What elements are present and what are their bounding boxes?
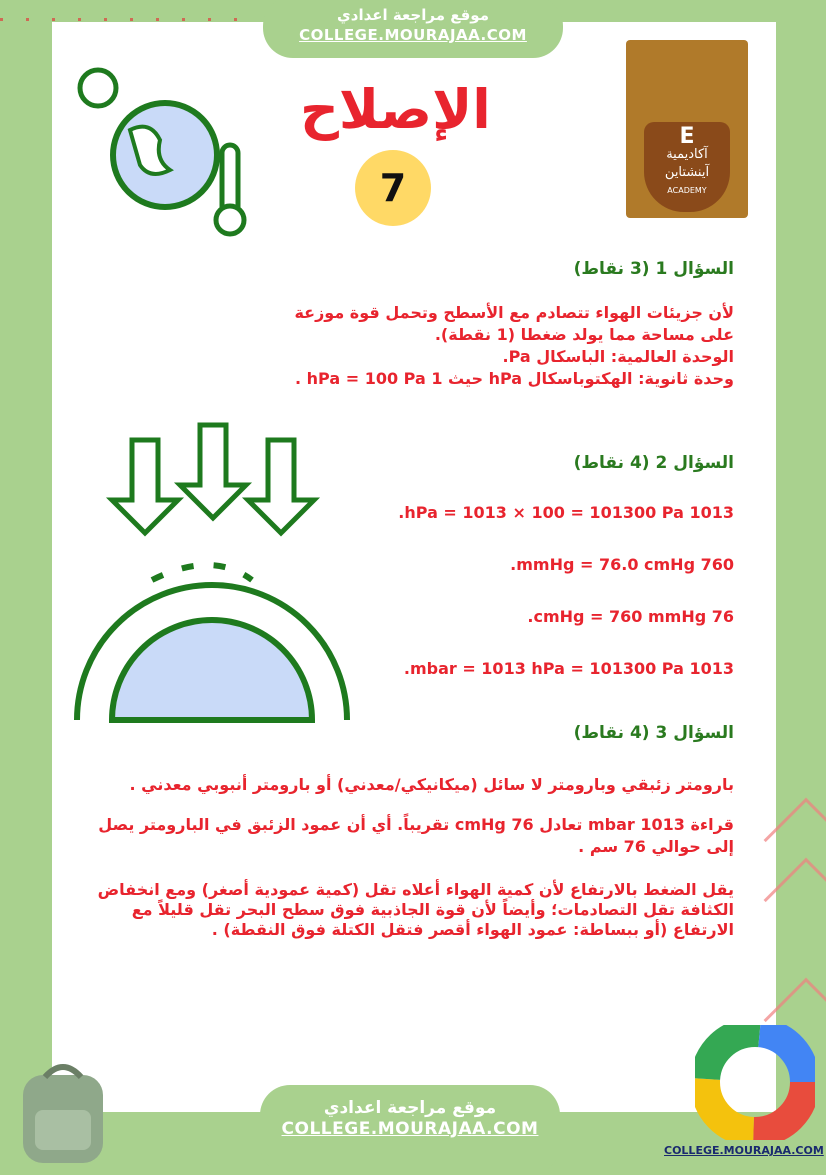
question-2 [354,452,734,680]
exercise-number: 7 [355,150,431,226]
q2-line: 1013 hPa = 1013 × 100 = 101300 Pa. [398,503,734,522]
q3-line: قراءة 1013 mbar تعادل 76 cmHg تقريباً. أي أن عمود الزئبق في البارومتر يصل إلى حوالي 76 سم . [98,815,734,856]
q2-line: 760 mmHg = 76.0 cmHg. [510,555,734,574]
logo-shield [644,122,730,212]
site-link[interactable]: COLLEGE.MOURAJAA.COM [299,26,527,44]
q2-line: 1013 mbar = 1013 hPa = 101300 Pa. [403,659,734,678]
earth-pressure-arrows-icon [72,420,362,725]
site-name-ar: موقع مراجعة اعدادي [337,6,489,24]
question-1-heading: السؤال 1 (3 نقاط) [573,259,734,279]
question-1 [264,258,734,390]
corner-site-link[interactable]: COLLEGE.MOURAJAA.COM [664,1144,824,1157]
subjects-wheel-icon [695,1025,815,1140]
earth-thermometer-icon [70,60,260,250]
q1-line: الوحدة العالمية: الباسكال Pa. [502,347,734,366]
question-3-heading: السؤال 3 (4 نقاط) [573,723,734,743]
footer-site-link[interactable]: COLLEGE.MOURAJAA.COM [281,1119,539,1139]
academy-logo [626,40,748,218]
logo-letter: E [679,124,695,149]
logo-text: آكاديمية آينشتاين [664,147,710,180]
page-title: الإصلاح [300,78,491,141]
q1-line: لأن جزيئات الهواء تتصادم مع الأسطح وتحمل قوة موزعة على مساحة مما يولد ضغطا (1 نقطة). [294,303,734,344]
question-2-heading: السؤال 2 (4 نقاط) [573,453,734,473]
q3-line: بارومتر زئبقي وبارومتر لا سائل (ميكانيكي/معدني) أو بارومتر أنبوبي معدني . [129,775,734,794]
footer-site-name-ar: موقع مراجعة اعدادي [323,1098,497,1118]
decorative-dots [0,18,240,21]
header-tab [263,0,563,58]
logo-sub: ACADEMY [667,186,707,195]
backpack-icon [15,1055,110,1165]
q3-line: يقل الضغط بالارتفاع لأن كمية الهواء أعلاه تقل (كمية عمودية أصغر) ومع انخفاض الكثافة تقل التصادمات؛ وأيضاً لأن قوة الجاذبية فوق سطح البحر تقل قليلاً مع الارتفاع (أو ببساطة: عمود الهواء أقصر فتقل الكتلة فوق النقطة) . [97,880,734,939]
question-3 [74,722,734,940]
q2-line: 76 cmHg = 760 mmHg. [527,607,734,626]
footer-tab [260,1085,560,1175]
q1-line: وحدة ثانوية: الهكتوباسكال hPa حيث 1 hPa = 100 Pa . [295,369,734,388]
